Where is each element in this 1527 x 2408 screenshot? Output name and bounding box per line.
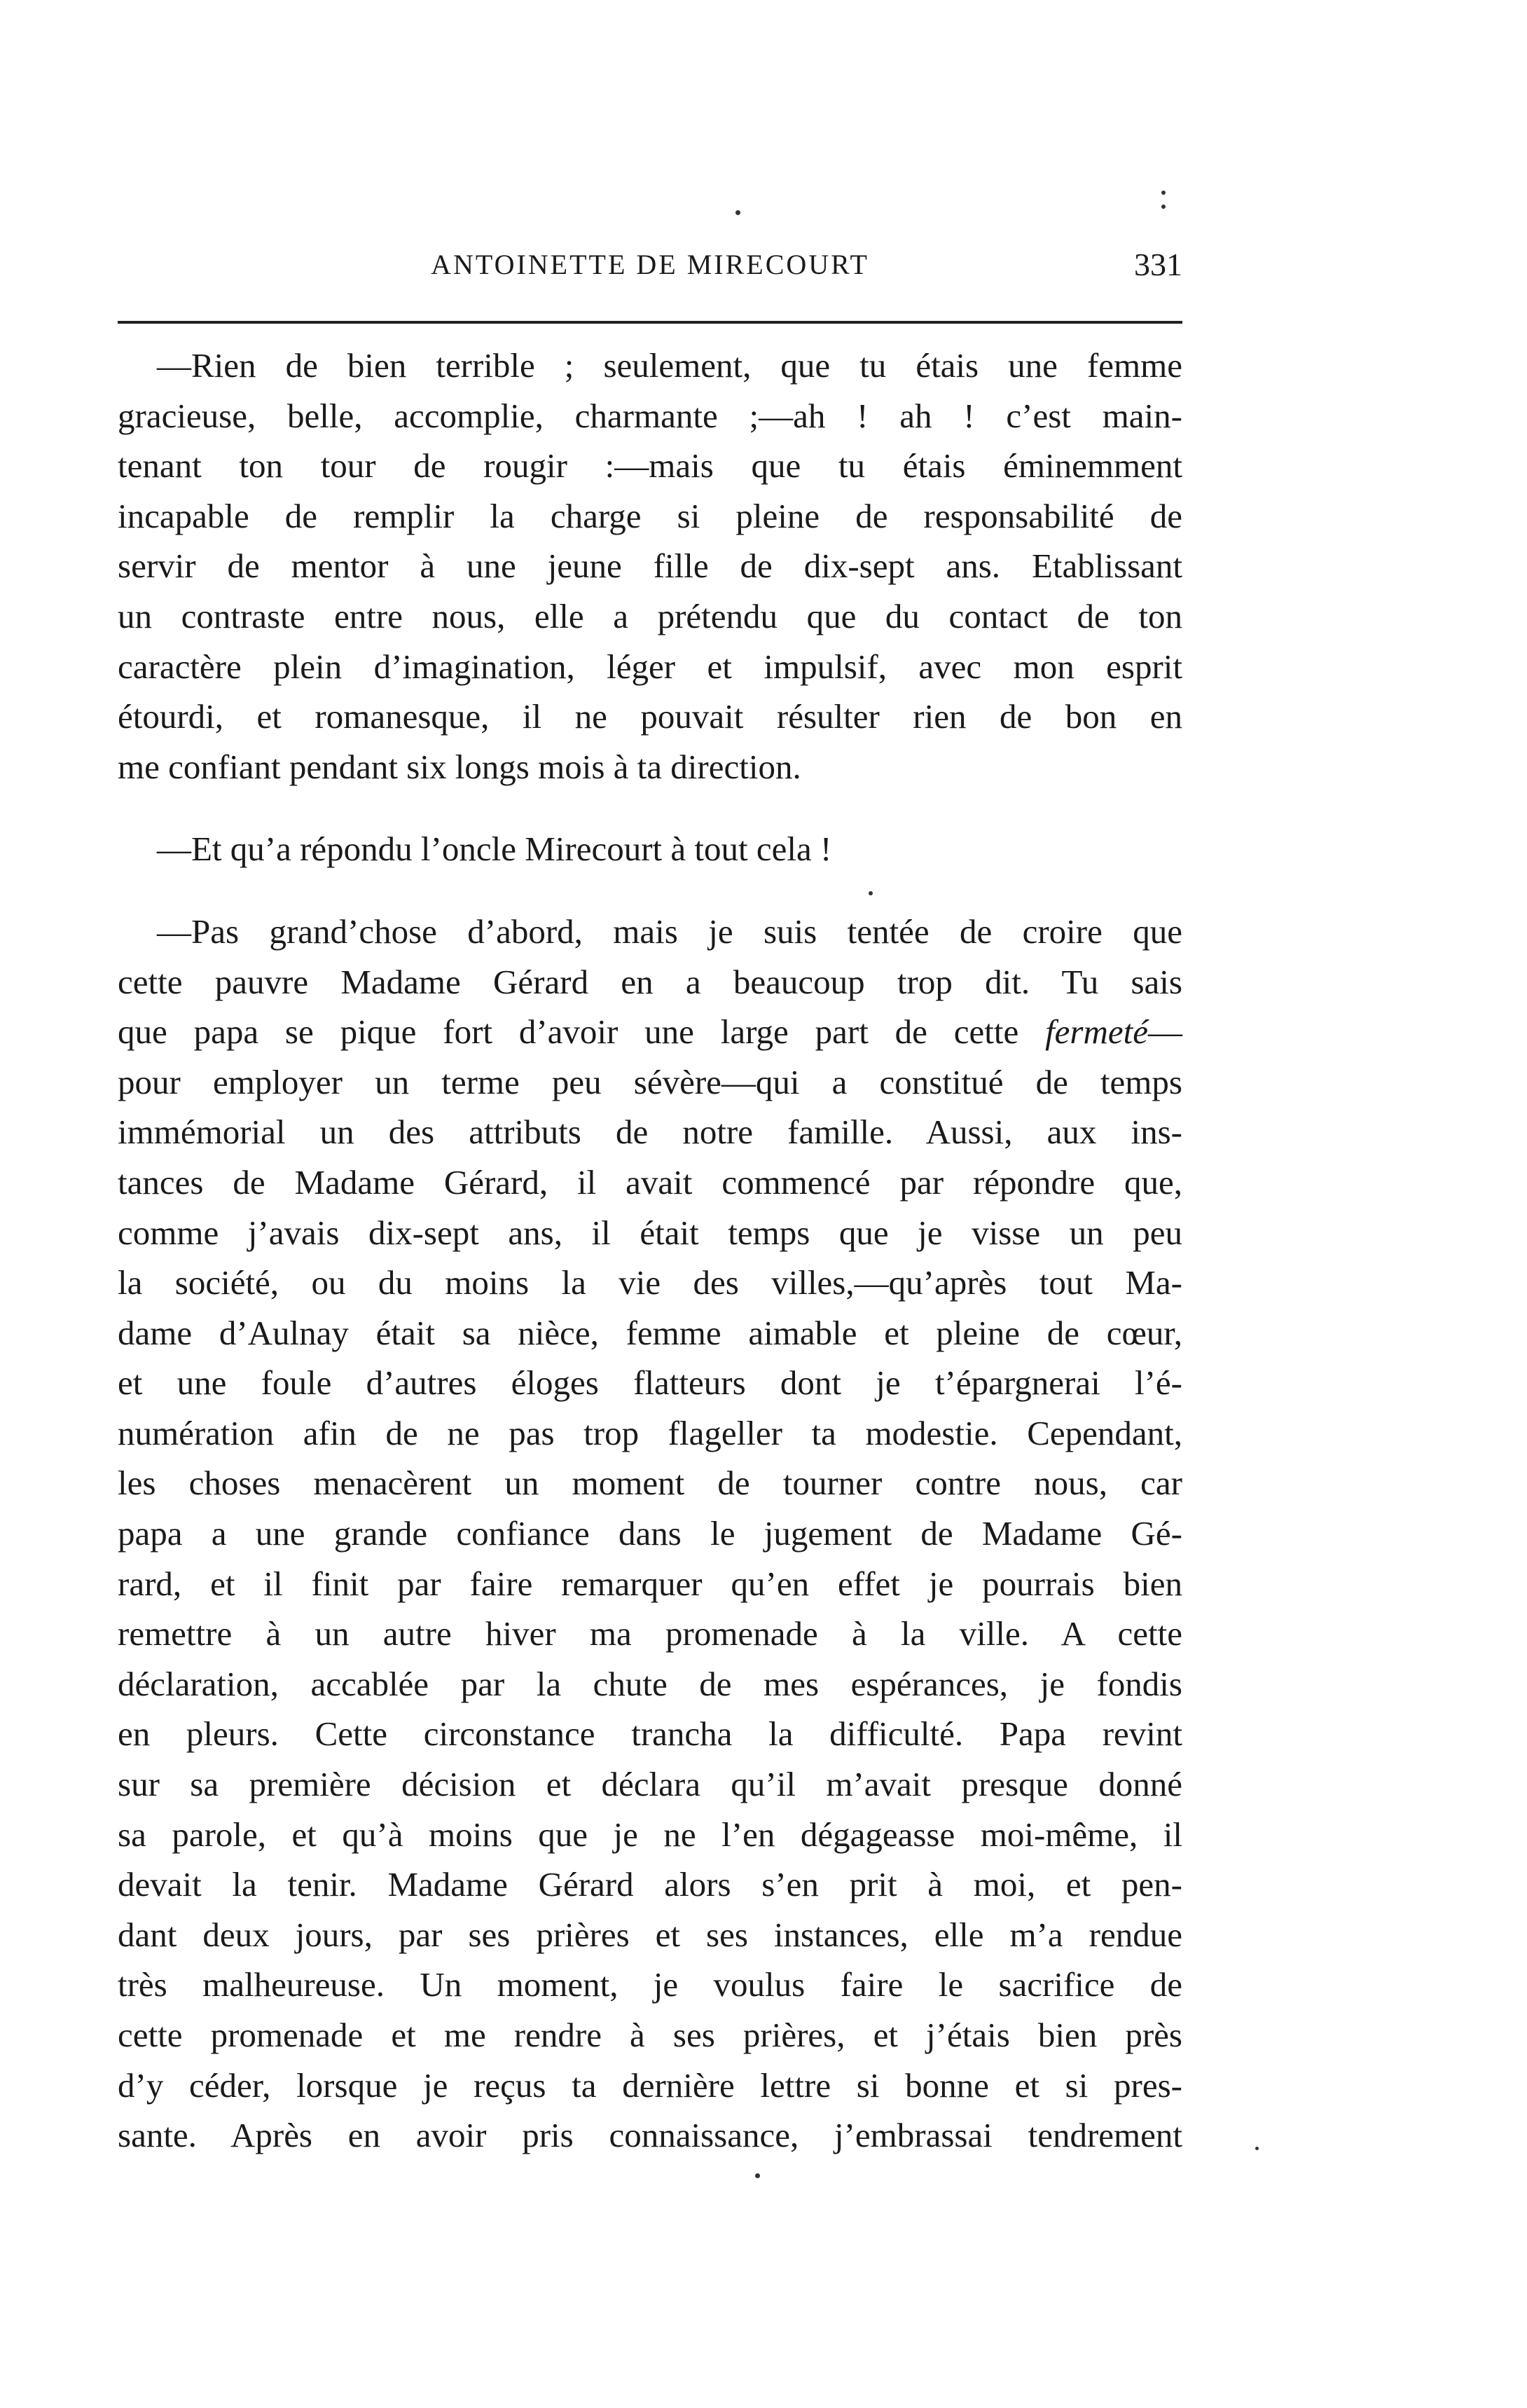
scan-speck — [1161, 191, 1166, 195]
text-line: dame d’Aulnay était sa nièce, femme aimable et pleine de cœur, — [118, 1313, 1182, 1352]
text-line: les choses menacèrent un moment de tourner contre nous, car — [118, 1464, 1182, 1503]
body-text — [118, 340, 1182, 2161]
text-line: que papa se pique fort d’avoir une large part de cette fermeté— — [118, 1012, 1182, 1052]
header-rule — [118, 321, 1182, 324]
text-line: en pleurs. Cette circonstance trancha la difficulté. Papa revint — [118, 1714, 1182, 1754]
scan-speck — [869, 891, 873, 895]
italic-word: fermeté — [1045, 1012, 1148, 1052]
text-line: rard, et il finit par faire remarquer qu’en effet je pourrais bien — [118, 1564, 1182, 1603]
text-line: sa parole, et qu’à moins que je ne l’en dégageasse moi-même, il — [118, 1815, 1182, 1854]
text-line: cette promenade et me rendre à ses prières, et j’étais bien près — [118, 2016, 1182, 2054]
scan-speck — [1255, 2147, 1259, 2150]
text-line: immémorial un des attributs de notre famille. Aussi, aux ins- — [118, 1113, 1182, 1152]
paragraph-3 — [118, 907, 1182, 2161]
text-line: devait la tenir. Madame Gérard alors s’en prit à moi, et pen- — [118, 1865, 1182, 1904]
text-line-start: que papa se pique fort d’avoir une large part de cette — [118, 1012, 1046, 1052]
text-line: très malheureuse. Un moment, je voulus faire le sacrifice de — [118, 1965, 1182, 2004]
text-line: d’y céder, lorsque je reçus ta dernière lettre si bonne et si pres- — [118, 2065, 1182, 2105]
text-line: —Rien de bien terrible ; seulement, que tu étais une femme — [157, 346, 1182, 385]
text-line: dant deux jours, par ses prières et ses instances, elle m’a rendue — [118, 1915, 1182, 1954]
text-line: comme j’avais dix-sept ans, il était temps que je visse un peu — [118, 1213, 1182, 1252]
text-line: déclaration, accablée par la chute de mes espérances, je fondis — [118, 1664, 1182, 1703]
text-line: papa a une grande confiance dans le jugement de Madame Gé- — [118, 1514, 1182, 1553]
scan-speck — [755, 2173, 760, 2178]
text-line: et une foule d’autres éloges flatteurs dont je t’épargnerai l’é- — [118, 1363, 1182, 1403]
text-line: pour employer un terme peu sévère—qui a constitué de temps — [118, 1062, 1182, 1101]
paragraph-1 — [118, 340, 1182, 792]
page-number: 331 — [1134, 247, 1182, 282]
text-line: sur sa première décision et déclara qu’il m’avait presque donné — [118, 1765, 1182, 1804]
text-line: gracieuse, belle, accomplie, charmante ;—ah ! ah ! c’est main- — [118, 396, 1182, 435]
text-line: servir de mentor à une jeune fille de dix-sept ans. Etablissant — [118, 546, 1182, 586]
text-line: sante. Après en avoir pris connaissance, j’embrassai tendrement — [118, 2116, 1182, 2155]
text-line: tenant ton tour de rougir :—mais que tu étais éminemment — [118, 446, 1182, 486]
scan-speck — [735, 210, 740, 215]
paragraph-2 — [118, 824, 1182, 874]
page-header — [118, 244, 1182, 286]
text-line: un contraste entre nous, elle a prétendu que du contact de ton — [118, 596, 1182, 635]
text-line: caractère plein d’imagination, léger et impulsif, avec mon esprit — [118, 647, 1182, 686]
text-line: cette pauvre Madame Gérard en a beaucoup trop dit. Tu sais — [118, 962, 1182, 1001]
text-line: remettre à un autre hiver ma promenade à la ville. A cette — [118, 1614, 1182, 1653]
text-line: numération afin de ne pas trop flageller ta modestie. Cependant, — [118, 1413, 1182, 1452]
text-line: —Et qu’a répondu l’oncle Mirecourt à tout cela ! — [157, 830, 832, 869]
text-line: incapable de remplir la charge si pleine de responsabilité de — [118, 496, 1182, 535]
text-line: —Pas grand’chose d’abord, mais je suis tentée de croire que — [157, 911, 1182, 951]
text-line: tances de Madame Gérard, il avait commencé par répondre que, — [118, 1162, 1182, 1202]
text-line: étourdi, et romanesque, il ne pouvait résulter rien de bon en — [118, 697, 1182, 736]
scan-speck — [1161, 205, 1166, 209]
running-title: ANTOINETTE DE MIRECOURT — [431, 249, 869, 280]
text-line: me confiant pendant six longs mois à ta direction. — [118, 747, 801, 786]
text-line: la société, ou du moins la vie des villes,—qu’après tout Ma- — [118, 1263, 1182, 1302]
